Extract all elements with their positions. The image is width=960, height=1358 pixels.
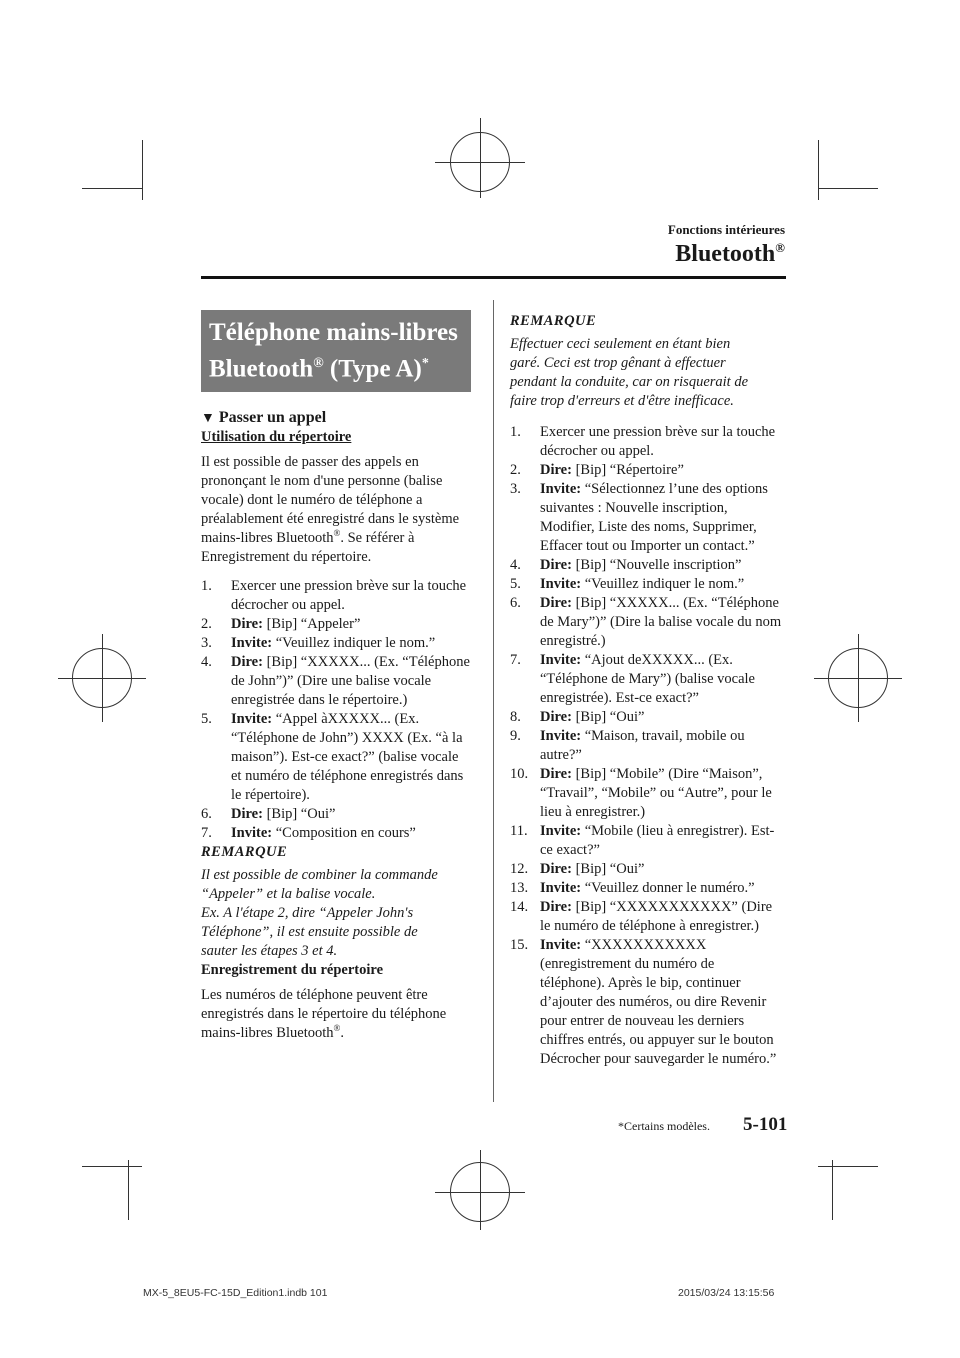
list-item: 15. Invite: “XXXXXXXXXXX (enregistrement du numéro de téléphone). Après le bip, continuer d’ajouter des numéros, ou dire Revenir pour entrer de nouveau les derniers chiffres entrés, ou appuyer sur le bouton Décrocher pour sauvegarder le numéro.” (510, 937, 777, 1067)
list-item: 3. Invite: “Veuillez indiquer le nom.” (201, 635, 436, 652)
list-item: 3. Invite: “Sélectionnez l’une des options suivantes : Nouvelle inscription, Modifier, Liste des noms, Supprimer, Effacer tout ou Importer un contact.” (510, 481, 768, 554)
list-item: 12. Dire: [Bip] “Oui” (510, 861, 645, 877)
list-item: 4. Dire: [Bip] “XXXXX... (Ex. “Téléphone de John”)” (Dire une balise vocale enregistrée dans le répertoire.) (201, 654, 470, 709)
call-steps-list (201, 577, 471, 843)
note-body: Effectuer ceci seulement en étant bien garé. Ceci est trop gênant à effectuer pendant la conduite, car on risquerait de faire trop d'erreurs et d'être inefficace. (510, 336, 749, 409)
list-item: 1. Exercer une pression brève sur la touche décrocher ou appel. (201, 578, 467, 614)
list-item: 7. Invite: “Composition en cours” (201, 825, 416, 842)
list-item: 6. Dire: [Bip] “XXXXX... (Ex. “Téléphone de Mary”)” (Dire la balise vocale du nom enregistré.) (510, 595, 782, 649)
registered-mark: ® (775, 240, 785, 255)
page-title (675, 240, 785, 268)
list-item: 11. Invite: “Mobile (lieu à enregistrer). Est-ce exact?” (510, 823, 775, 858)
left-column (201, 310, 471, 1043)
register-steps-list (510, 423, 782, 1069)
list-item: 1. Exercer une pression brève sur la touche décrocher ou appel. (510, 424, 776, 459)
list-item: 4. Dire: [Bip] “Nouvelle inscription” (510, 557, 742, 573)
registration-paragraph: Les numéros de téléphone peuvent être enregistrés dans le répertoire du téléphone mains-libres Bluetooth®. (201, 987, 447, 1042)
list-item: 14. Dire: [Bip] “XXXXXXXXXXX” (Dire le numéro de téléphone à enregistrer.) (510, 899, 773, 934)
note-heading: REMARQUE (510, 313, 597, 329)
print-timestamp: 2015/03/24 13:15:56 (678, 1287, 775, 1299)
list-item: 13. Invite: “Veuillez donner le numéro.” (510, 880, 755, 896)
subheading-repertoire: Utilisation du répertoire (201, 429, 352, 446)
list-item: 10. Dire: [Bip] “Mobile” (Dire “Maison”, “Travail”, “Mobile” ou “Autre”, pour le lieu à enregistrer.) (510, 766, 772, 820)
list-item: 5. Invite: “Appel àXXXXX... (Ex. “Téléphone de John”) XXXX (Ex. “à la maison”). Est-ce exact?” (balise vocale et numéro de téléphone enregistrés dans le répertoire). (201, 711, 464, 804)
intro-paragraph: Il est possible de passer des appels en prononçant le nom d'une personne (balise vocale) dont le numéro de téléphone a préalablement été enregistré dans le système mains-libres Bluetooth®. Se référer à Enregistrement du répertoire. (201, 454, 460, 566)
page-title-text: Bluetooth (675, 241, 776, 267)
list-item: 7. Invite: “Ajout deXXXXX... (Ex. “Téléphone de Mary”) (balise vocale enregistrée). Est-ce exact?” (510, 652, 755, 706)
right-column (510, 312, 782, 1069)
column-divider (493, 300, 494, 1102)
section-heading-text: Passer un appel (218, 409, 327, 427)
note-heading: REMARQUE (201, 844, 288, 861)
list-item: 2. Dire: [Bip] “Appeler” (201, 616, 361, 633)
list-item: 2. Dire: [Bip] “Répertoire” (510, 462, 684, 478)
section-label: Fonctions intérieures (667, 222, 785, 237)
subheading-enregistrement: Enregistrement du répertoire (201, 962, 384, 979)
footnote: *Certains modèles. (618, 1119, 710, 1133)
file-name: MX-5_8EU5-FC-15D_Edition1.indb 101 (143, 1287, 328, 1299)
section-heading (201, 408, 471, 428)
triangle-marker-icon: ▼ (201, 411, 215, 427)
list-item: 6. Dire: [Bip] “Oui” (201, 806, 336, 823)
section-banner (201, 310, 471, 392)
banner-line1: Téléphone mains-libres (209, 319, 458, 346)
page-number: 5-101 (743, 1114, 788, 1135)
header-rule (201, 276, 786, 279)
note-body: Il est possible de combiner la commande “Appeler” et la balise vocale. Ex. A l'étape 2, dire “Appeler John's Téléphone”, il est ensuite possible de sauter les étapes 3 et 4. (201, 867, 438, 960)
banner-line2: Bluetooth® (Type A)* (209, 355, 429, 383)
list-item: 5. Invite: “Veuillez indiquer le nom.” (510, 576, 745, 592)
list-item: 9. Invite: “Maison, travail, mobile ou autre?” (510, 728, 745, 763)
list-item: 8. Dire: [Bip] “Oui” (510, 709, 645, 725)
